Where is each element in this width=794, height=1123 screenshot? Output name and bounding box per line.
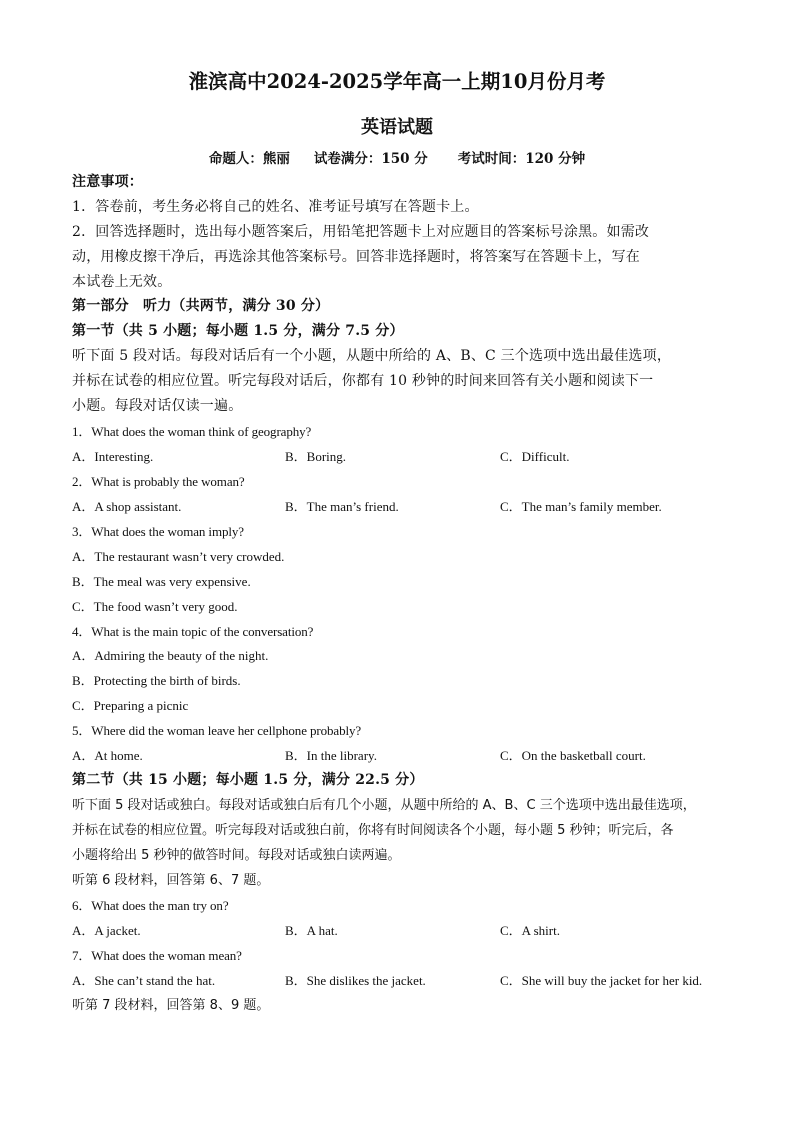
exam-meta xyxy=(0,147,794,167)
section2-heading: 第二节（共 15 小题；每小题 1.5 分，满分 22.5 分） xyxy=(72,772,424,788)
question-1-option-b: B．Boring. xyxy=(285,449,347,464)
question-5-option-b: B．In the library. xyxy=(285,748,377,763)
question-6-option-c: C．A shirt. xyxy=(500,923,560,938)
full-score: 试卷满分：150 分 xyxy=(313,151,428,167)
question-2-option-a: A．A shop assistant. xyxy=(72,499,182,514)
question-5-option-a: A．At home. xyxy=(72,748,143,763)
section2-instruction-line-3: 小题将给出 5 秒钟的做答时间。每段对话或独白读两遍。 xyxy=(72,848,401,863)
question-3-stem: 3．What does the woman imply? xyxy=(72,524,244,539)
notice-item-1: 1．答卷前，考生务必将自己的姓名、准考证号填写在答题卡上。 xyxy=(72,199,479,215)
section1-instruction-line-3: 小题。每段对话仅读一遍。 xyxy=(72,398,243,414)
question-6-stem: 6．What does the man try on? xyxy=(72,898,229,913)
question-4-option-b: B．Protecting the birth of birds. xyxy=(72,673,241,688)
question-7-stem: 7．What does the woman mean? xyxy=(72,948,242,963)
notice-heading: 注意事项： xyxy=(72,174,143,190)
question-7-option-a: A．She can’t stand the hat. xyxy=(72,973,216,988)
author: 命题人：熊丽 xyxy=(208,151,290,167)
question-3-option-a: A．The restaurant wasn’t very crowded. xyxy=(72,549,285,564)
question-7-option-b: B．She dislikes the jacket. xyxy=(285,973,426,988)
section1-instruction-line-2: 并标在试卷的相应位置。听完每段对话后，你都有 10 秒钟的时间来回答有关小题和阅读下一 xyxy=(72,373,654,389)
section2-instruction-line-1: 听下面 5 段对话或独白。每段对话或独白后有几个小题，从题中所给的 A、B、C 三个选项中选出最佳选项， xyxy=(72,798,696,813)
question-1-option-c: C．Difficult. xyxy=(500,449,570,464)
question-2-option-c: C．The man’s family member. xyxy=(500,499,662,514)
question-4-option-a: A．Admiring the beauty of the night. xyxy=(72,648,269,663)
exam-subtitle: 英语试题 xyxy=(361,117,433,138)
question-3-option-b: B．The meal was very expensive. xyxy=(72,574,251,589)
section1-heading: 第一节（共 5 小题；每小题 1.5 分，满分 7.5 分） xyxy=(72,323,404,339)
part1-heading: 第一部分 听力（共两节，满分 30 分） xyxy=(72,298,330,314)
question-1-option-a: A．Interesting. xyxy=(72,449,154,464)
question-2-stem: 2．What is probably the woman? xyxy=(72,474,245,489)
question-2-option-b: B．The man’s friend. xyxy=(285,499,399,514)
question-1-stem: 1．What does the woman think of geography? xyxy=(72,424,312,439)
question-4-stem: 4．What is the main topic of the conversation? xyxy=(72,624,314,639)
notice-item-2-line-3: 本试卷上无效。 xyxy=(72,274,172,290)
exam-title: 淮滨高中2024-2025学年高一上期10月份月考 xyxy=(188,70,606,93)
notice-item-2-line-2: 动，用橡皮擦干净后，再选涂其他答案标号。回答非选择题时，将答案写在答题卡上，写在 xyxy=(72,249,640,265)
question-6-option-a: A．A jacket. xyxy=(72,923,141,938)
question-4-option-c: C．Preparing a picnic xyxy=(72,698,189,713)
exam-time: 考试时间：120 分钟 xyxy=(457,151,586,167)
notice-item-2-line-1: 2．回答选择题时，选出每小题答案后，用铅笔把答题卡上对应题目的答案标号涂黑。如需改 xyxy=(72,224,650,240)
question-5-option-c: C．On the basketball court. xyxy=(500,748,646,763)
section2-instruction-line-2: 并标在试卷的相应位置。听完每段对话或独白前，你将有时间阅读各个小题，每小题 5 秒钟；听完后，各 xyxy=(72,823,674,838)
material-6-instruction: 听第 6 段材料，回答第 6、7 题。 xyxy=(72,873,270,888)
material-7-instruction: 听第 7 段材料，回答第 8、9 题。 xyxy=(72,998,270,1013)
question-6-option-b: B．A hat. xyxy=(285,923,338,938)
question-5-stem: 5．Where did the woman leave her cellphone probably? xyxy=(72,723,362,738)
question-3-option-c: C．The food wasn’t very good. xyxy=(72,599,238,614)
section1-instruction-line-1: 听下面 5 段对话。每段对话后有一个小题，从题中所给的 A、B、C 三个选项中选出最佳选项， xyxy=(72,348,672,364)
question-7-option-c: C．She will buy the jacket for her kid. xyxy=(500,973,703,988)
